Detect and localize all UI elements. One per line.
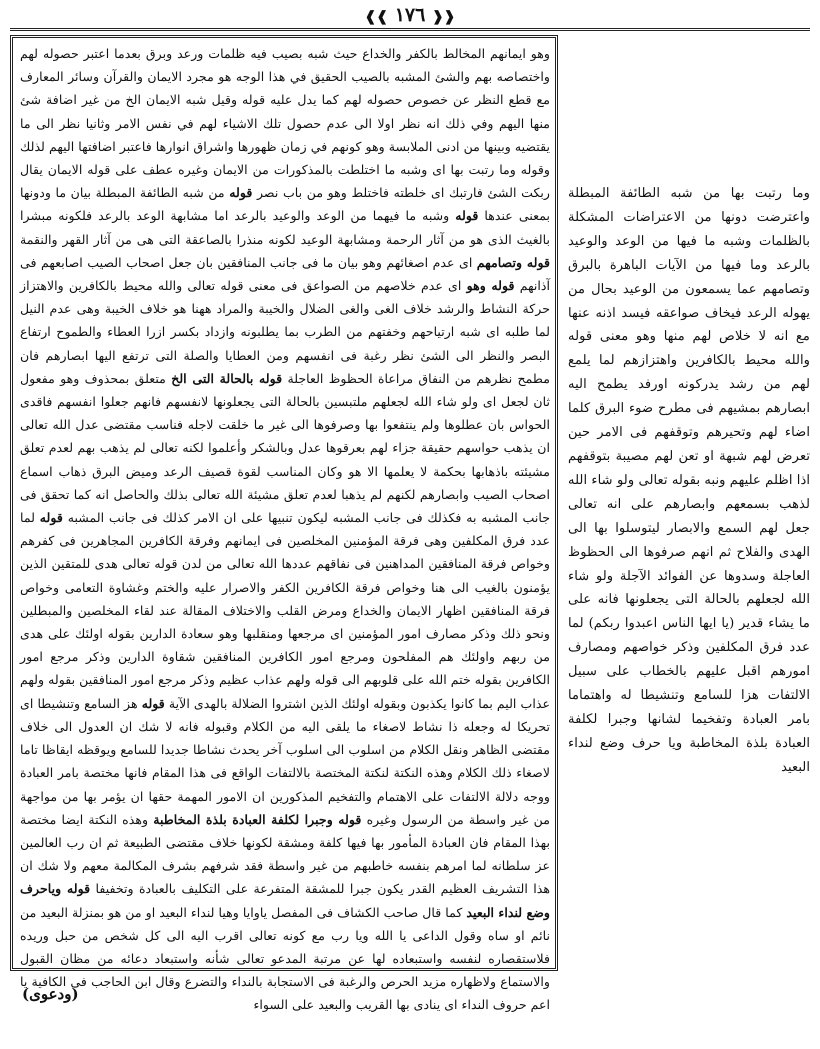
ornament-left-icon: ❰❰ [364,9,389,25]
lemma-marker: قوله وياحرف وضع لنداء البعيد [20,881,550,920]
lemma-marker: قوله وهو [466,278,515,294]
commentary-segment: هز السامع وتنشيطا [37,695,138,711]
commentary-segment: من شبه الطائفة المبطلة [95,185,225,201]
ornament-right-icon: ❱❱ [431,9,456,25]
commentary-segment: متعلق بمحذوف وهو مفعول ثان لجعل اى ولو شاء الله لجعلهم ملتبسين بالحالة التى يجعلونها لانفسهم فانهم جعلوا انفسهم فاقدى الحواس بان عطلوها ولم ينتفعوا بها وصرفوها الى غير ما خلقت لاجله فناسب مقتضى عدل الله تعالى ان يذهب حواسهم حقيقة جزاء لهم بعرقوها عدل وبالشكر وأعلموا لكنه تعالى لم يذهب بهم لعدم تعلق مشيئته باذهابها بحكمة لا يعلمها الا هو وكان المناسب لقوة قصيف الرعد وميض البرق ذهاب اسماع اصحاب الصيب وابصارهم لكنهم لم يذهبا لعدم تعلق مشيئة الله تعالى بذلك والحاصل انه كما تحقق فى جانب المشبه به فكذلك فى جانب المشبه ليكون تنبيها على ان الامر كذلك فى جانب المشبه [20,370,550,526]
commentary-segment: اى تحريكا له وجعله ذا نشاط لاصغاء ما يلقى اليه من الكلام وقبوله فانه لا شك ان العدول الى خلاف مقتضى الظاهر ونقل الكلام من اسلوب الى اسلوب آخر يحدث نشاطا جديدا للسامع ويوقظه ايقاظا تاما لاصغاء ذلك الكلام وهذه النكتة لنكتة المختصة بالالتفات الواقع فى هذا المقام فانها مختصة بامر العبادة ووجه دلالة الالتفات على الاهتمام والتفخيم المذكورين ان الامور المهمة حقها ان يؤمر بها من مواجهة من غير واسطة من الرسول وغيره [20,695,550,827]
lemma-marker: قوله بالحالة التى الخ [171,370,283,386]
commentary-segment: اى عدم خلاصهم من الصواعق فى معنى قوله تعالى والله محيط بالكافرين والاهتزاز حركة النشاط والرشد خلاف الغى والغى الضلال والخيبة والمراد ههنا هو خلاف الخيبة وهى عدم النيل لما طلبه اى شبه ارتياحهم وخفتهم من الطرب بما يطلبونه وازداد بكسر ازرا العطاء والطموح ارتفاع البصر والنظر الى الشئ نظر رغبة فى انفسهم ومن العطايا والصلة التى ترتفع اليها ابصارهم فان مطمح نظرهم من النفاق مراعاة الحظوظ العاجلة [20,278,550,386]
commentary-segment: لما عدد فرق المكلفين [20,510,550,549]
commentary-segment: بيان ما ودونها بمعنى عندها [20,185,550,224]
lemma-marker: قوله وتصامهم [476,254,551,270]
lemma-marker: قوله [229,185,253,201]
commentary-segment: اما مشابهة الوعد بالرعد فلكونه مبشرا بالغيث الذى هو من آثار الرحمة ومشابهة الوعيد لكونه منذرا بالصاعقة التى هى من آثار القهر والنقمة [20,208,550,247]
margin-paragraph: وما رتبت بها من شبه الطائفة المبطلة واعترضت دونها من الاعتراضات المشكلة بالظلمات وشبه ما فيها من الوعد والوعيد بالرعد وما فيها من الآيات الباهرة بالبرق وتصامهم عما يسمعون من الوعيد بحال من يهوله الرعد فيخاف صواعقه فيسد اذنه عنها مع انه لا خلاص لهم منها وهو معنى قوله والله محيط بالكافرين واهتزازهم لما يلمع لهم من رشد يدركونه اورفد يطمح اليه ابصارهم بمشيهم فى مطرح ضوء البرق كلما اضاء لهم وتحيرهم وتوقفهم فى الامر حين تعرض لهم شبهة او تعن لهم مصيبة بتوقفهم اذا اظلم عليهم ونبه بقوله تعالى ولو شاء الله لذهب بسمعهم وابصارهم على انه تعالى جعل لهم السمع والابصار ليتوسلوا بها الى الهدى والفلاح ثم انهم صرفوها الى الحظوظ العاجلة وسدوها عن الفوائد الآجلة ولو شاء الله لجعلهم بالحالة التى يجعلونها فانه على ما يشاء قدير (يا ايها الناس اعبدوا ربكم) لما عدد فرق المكلفين وذكر خواصهم ومصارف امورهم اقبل عليهم بالخطاب على سبيل الالتفات هزا للسامع وتنشيطا له واهتماما بامر العبادة وتفخيما لشانها وجبرا لكلفة العبادة بلذة المخاطبة ويا حرف وضع لنداء البعيد [568,186,810,775]
commentary-segment: وشبه ما فيهما من الوعد والوعيد بالرعد [234,208,450,224]
lemma-marker: قوله وجبرا لكلفة العبادة بلذة المخاطبة [153,811,362,827]
commentary-segment: اى عدم اصغائهم وهو بيان ما فى جانب المنافقين بان جعل اصحاب الصيب اصابعهم فى آذانهم [20,254,550,294]
lemma-marker: قوله [39,510,63,526]
commentary-segment: وهى فرقة المؤمنين المخلصين فى ايمانهم وفرقة الكافرين المجاهرين فى كفرهم وخواص فرقة المنافقين المداهنين فى نفاقهم عددها الله تعالى من لدن قوله تعالى هدى للمتقين الذين يؤمنون بالغيب الى هنا وخواص فرقة الكافرين الكفر والاصرار عليه والختم وغشاوة التعامى وخواص فرقة المنافقين اظهار الايمان والخداع ومرض القلب والاختلاف المقالة عند لقاء المخلصين والمبطلين ونحو ذلك وذكر مصارف امور المؤمنين اى مرجعها ومنقلبها وهو سعادة الدارين بقوله اولئك على هدى من ربهم واولئك هم المفلحون ومرجع امور الكافرين المنافقين شقاوة الدارين وذكر مرجع امور الكافرين بقوله ختم الله على قلوبهم الى قوله ولهم عذاب عظيم وذكر مرجع امور المنافقين بقوله ولهم عذاب اليم بما كانوا يكذبون وبقوله اولئك الذين اشتروا الضلالة بالهدى الآية [20,533,550,711]
lemma-marker: قوله [141,695,165,711]
commentary-paragraph [20,42,550,1017]
catchword: (ودعوى) [22,985,79,1003]
margin-base-text [568,182,810,942]
lemma-marker: قوله [455,208,479,224]
commentary-segment: وهذه النكتة ايضا مختصة بهذا المقام فان العبادة المأمور بها فيها كلفة ومشقة لكونها خلاف مقتضى الطبيعة ثم ان رب العالمين عز سلطانه لما امرهم بنفسه خاطبهم من غير واسطة فقد شرفهم بشرف المكالمة معهم ولا شك ان هذا التشريف العظيم القدر يكون جبرا للمشقة المتفرعة على التكليف بالعبادة وتخفيفا [20,811,550,897]
page-number [0,4,820,26]
commentary-segment: كما قال صاحب الكشاف فى المفصل ياوايا وهيا لنداء البعيد او من هو بمنزلة البعيد من نائم او ساه وقول الداعى يا الله ويا رب مع كونه تعالى اقرب اليه الى كل شخص من حبل وريده فلاستقصاره لنفسه واستبعاده لها عن مرتبة المدعو تعالى شأنه واستبعاد دعائه من مظان القبول والاستماع ولاظهاره مزيد الحرص والرغبة فى الاستجابة بالنداء والتضرع وقال ابن الحاجب فى الكافية يا اعم حروف النداء اى ينادى بها القريب والبعيد على السواء [20,904,550,1013]
page-number-text: ١٧٦ [394,4,426,26]
commentary-segment: وهو ايمانهم المخالط بالكفر والخداع حيث شبه بصيب فيه ظلمات ورعد وبرق بعدما اعتبر حصوله لهم واختصاصه بهم والشئ المشبه بالصيب الحقيق في هذا الوجه هو مجرد الايمان والقرآن وسائر المعارف مع قطع النظر عن خصوص حصوله لهم كما يدل عليه قوله وقيل شبه الايمان الخ من غير اضافة شئ منها اليهم وفي ذلك انه نظر اولا الى عدم حصول تلك الاشياء لهم في نفس الامر وثانيا نظر الى ما يقتضيه وبينها من ادنى الملابسة وهو كونهم في زمان ظهورها واشراق انوارها فاعتبر اضافتها اليهم لذلك وقوله وما رتبت بها اى وشبه ما اختلطت بالمذكورات من الايمان وغيره عطف على قوله الايمان يقال ربكت الشئ فارتبك اى خلطته فاختلط وهو من باب نصر [20,46,550,201]
top-rule [10,28,810,31]
